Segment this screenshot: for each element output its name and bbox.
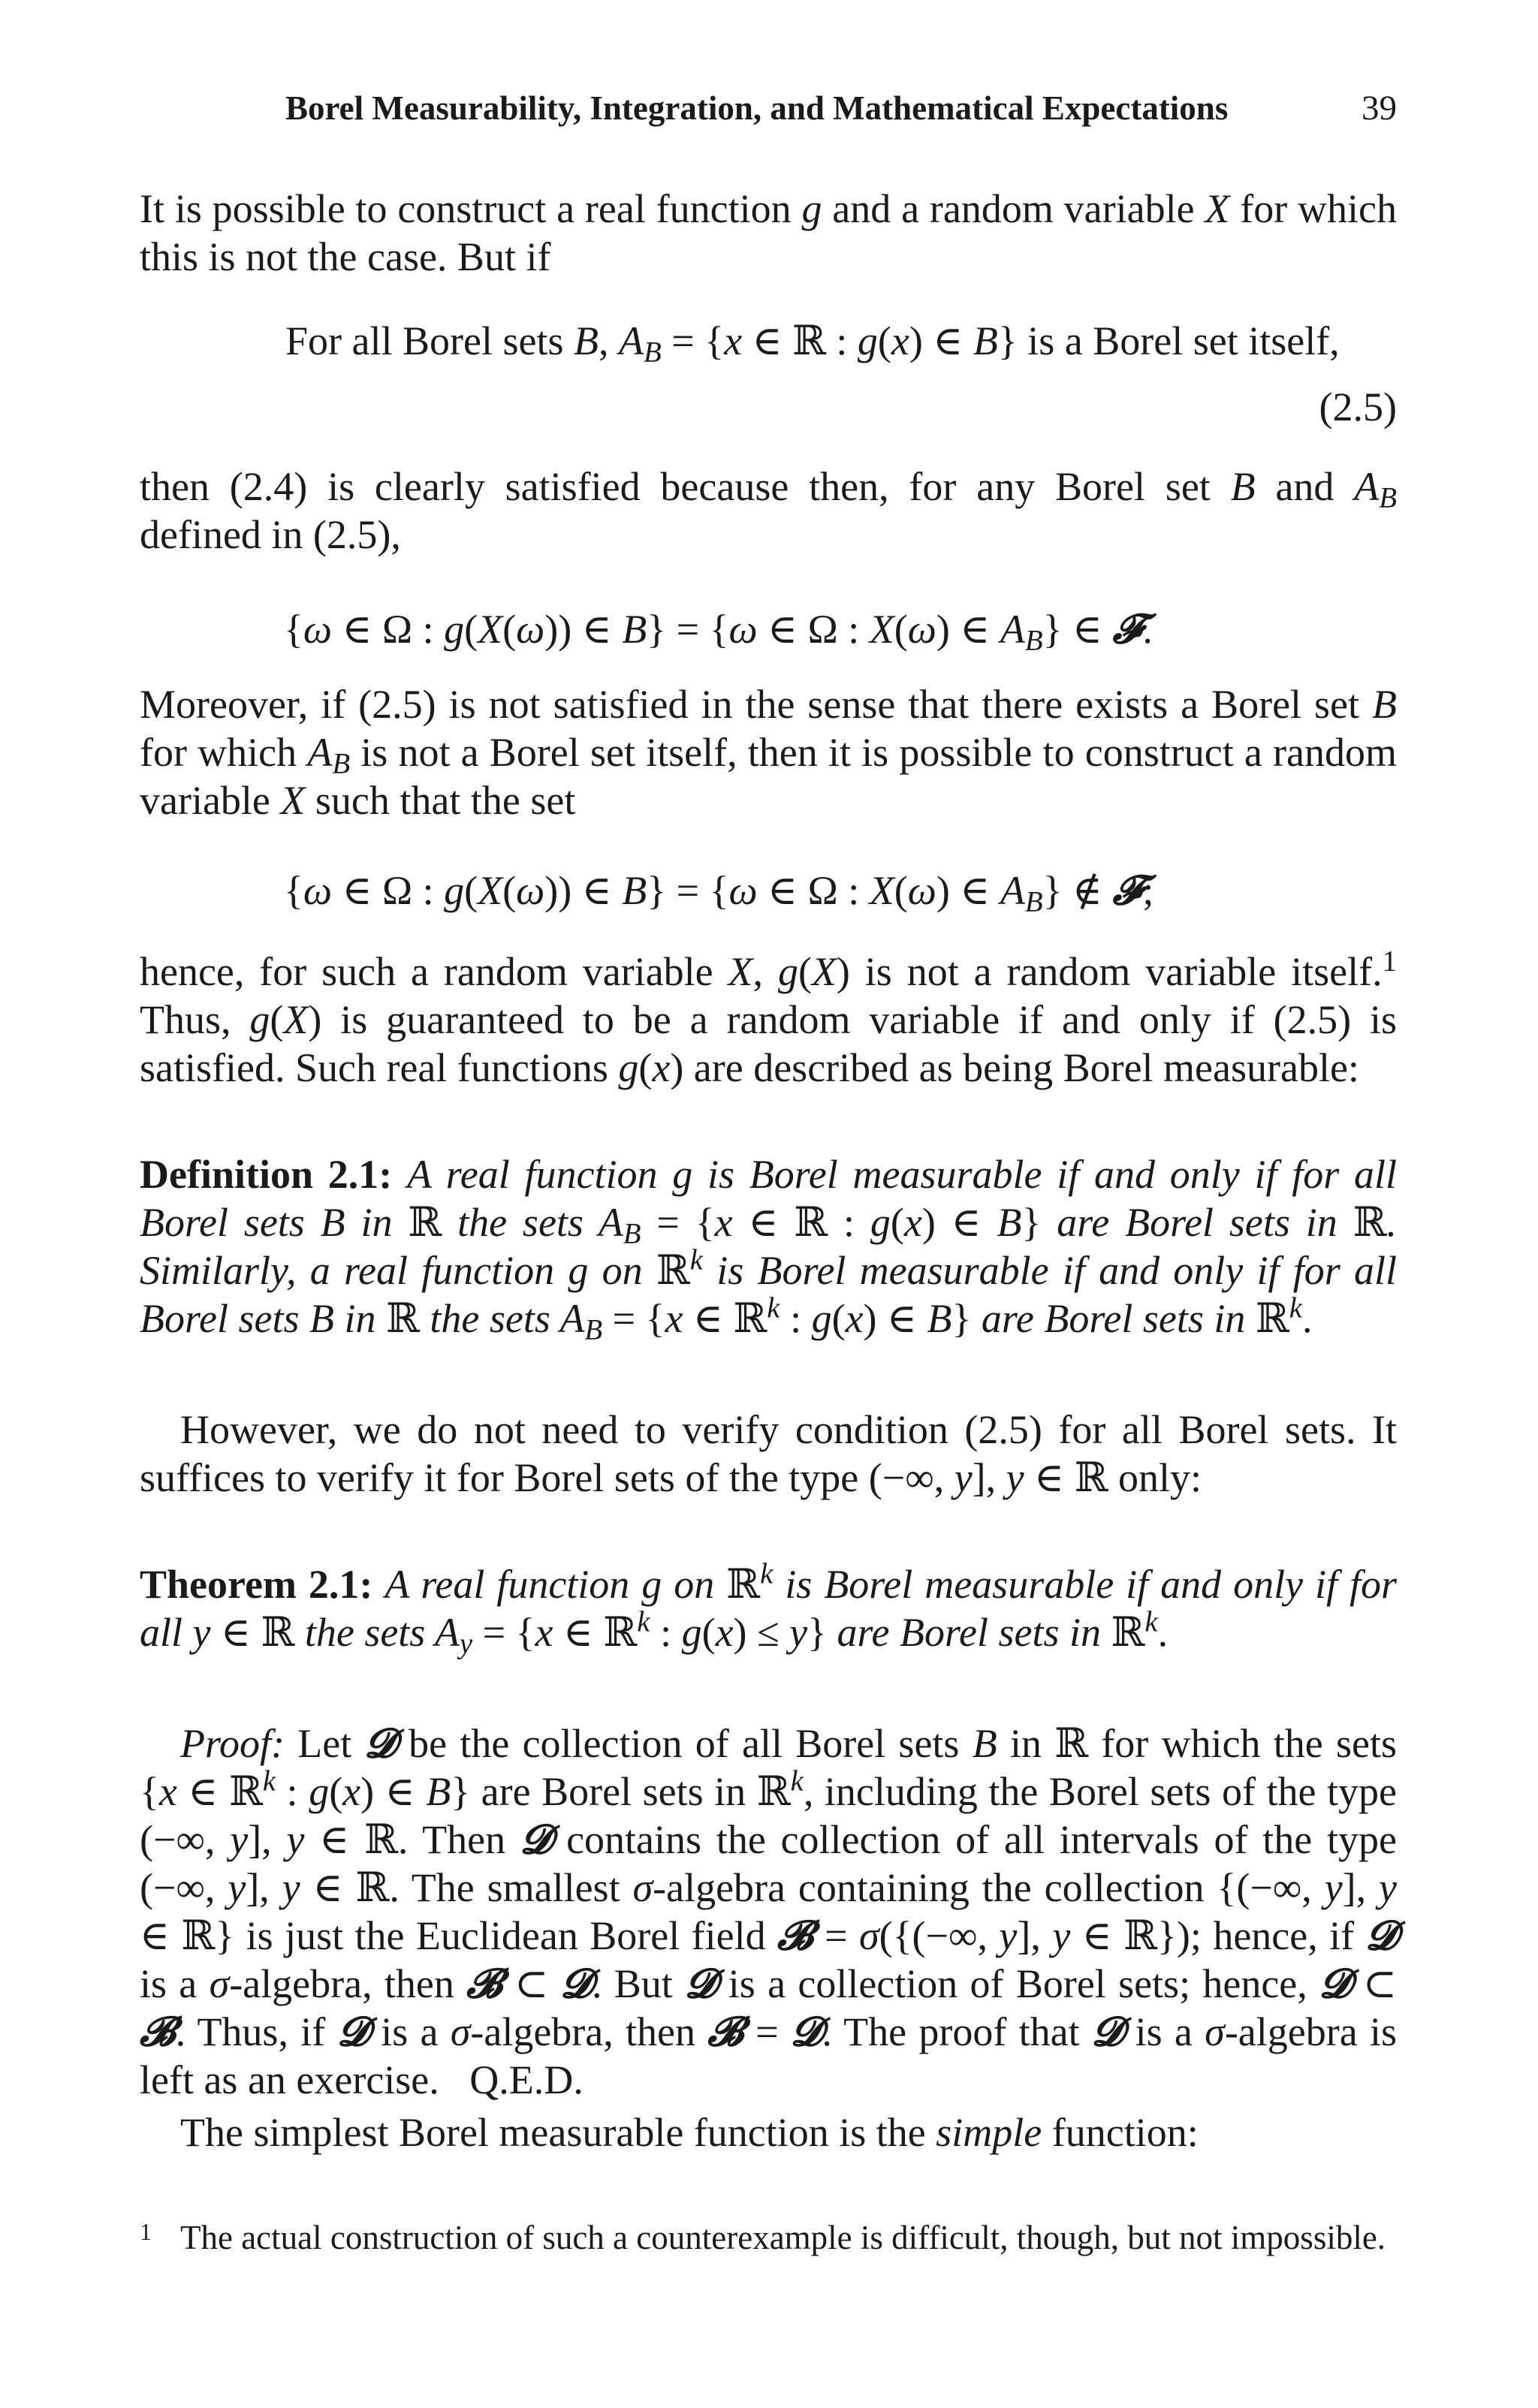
running-head: [285, 84, 1397, 132]
footnote-text: The actual construction of such a counterexample is difficult, though, but not impossible.: [180, 2219, 1386, 2256]
equation-2-5: For all Borel sets B, $A_B = \{x$ ∈ ℝ : g(x) ∈ B} is a Borel set itself,: [285, 318, 1340, 369]
paragraph-5: However, we do not need to verify condition (2.5) for all Borel sets. It suffices to verify it for Borel sets of the type (−∞, y], y ∈ ℝ only:: [140, 1407, 1397, 1500]
proof-label: Proof:: [180, 1721, 285, 1766]
paragraph-3: Moreover, if (2.5) is not satisfied in the sense that there exists a Borel set B for which $A_B$ is not a Borel set itself, then it is possible to construct a random variable X such that the set: [140, 682, 1397, 823]
running-title: Borel Measurability, Integration, and Mathematical Expectations: [285, 89, 1229, 127]
paragraph-6: The simplest Borel measurable function is the simple function:: [180, 2110, 1199, 2155]
display-equation-2: {ω ∈ Ω : g(X(ω)) ∈ B} = {ω ∈ Ω : X(ω) ∈ $A_B$} ∉ 𝓕;: [284, 868, 1154, 918]
paragraph-2: then (2.4) is clearly satisfied because then, for any Borel set B and $A_B$ defined in (2.5),: [140, 464, 1398, 557]
definition-label: Definition 2.1:: [140, 1152, 393, 1197]
paragraph-4: hence, for such a random variable X, g(X) is not a random variable itself.$^1$ Thus, g(X) is guaranteed to be a random variable if and only if (2.5) is satisfied. Such real functions g(x) are described as being Borel measurable:: [140, 945, 1398, 1090]
paragraph-1: It is possible to construct a real function g and a random variable X for which this is not the case. But if: [140, 186, 1398, 279]
display-equation-1: {ω ∈ Ω : g(X(ω)) ∈ B} = {ω ∈ Ω : X(ω) ∈ $A_B$} ∈ 𝓕.: [284, 607, 1153, 657]
footnote: [140, 2217, 1397, 2259]
equation-number-2-5: (2.5): [1319, 384, 1397, 429]
theorem-2-1: Theorem 2.1: A real function g on ℝ$^k$ is Borel measurable if and only if for all y ∈ ℝ the sets $A_y = \{x$ ∈ ℝ$^k$ : g(x) ≤ y} are Borel sets in ℝ$^k$.: [140, 1557, 1397, 1660]
theorem-label: Theorem 2.1:: [140, 1562, 373, 1607]
footnote-mark: 1: [140, 2218, 152, 2245]
proof-2-1: Proof: Let 𝓓 be the collection of all Borel sets B in ℝ for which the sets {x ∈ ℝ$^k$ : g(x) ∈ B} are Borel sets in ℝ$^k$, including the Borel sets of the type (−∞, y], y ∈ ℝ. Then 𝓓 contains the collection of all intervals of the type (−∞, y], y ∈ ℝ. The smallest σ-algebra containing the collection {(−∞, y], y ∈ ℝ} is just the Euclidean Borel field 𝓑 = σ({(−∞, y], y ∈ ℝ}); hence, if 𝓓 is a σ-algebra, then 𝓑 ⊂ 𝓓. But 𝓓 is a collection of Borel sets; hence, 𝓓 ⊂ 𝓑. Thus, if 𝓓 is a σ-algebra, then 𝓑 = 𝓓. The proof that 𝓓 is a σ-algebra is left as an exercise. Q.E.D.: [140, 1721, 1398, 2102]
page-number: 39: [1362, 89, 1397, 128]
definition-2-1: Definition 2.1: A real function g is Borel measurable if and only if for all Borel sets B in ℝ the sets $A_B = \{x$ ∈ ℝ : g(x) ∈ B} are Borel sets in ℝ. Similarly, a real function g on ℝ$^k$ is Borel measurable if and only if for all Borel sets B in ℝ the sets $A_B = \{x$ ∈ ℝ$^k$ : g(x) ∈ B} are Borel sets in ℝ$^k$.: [140, 1152, 1398, 1346]
qed-mark: Q.E.D.: [469, 2057, 584, 2102]
